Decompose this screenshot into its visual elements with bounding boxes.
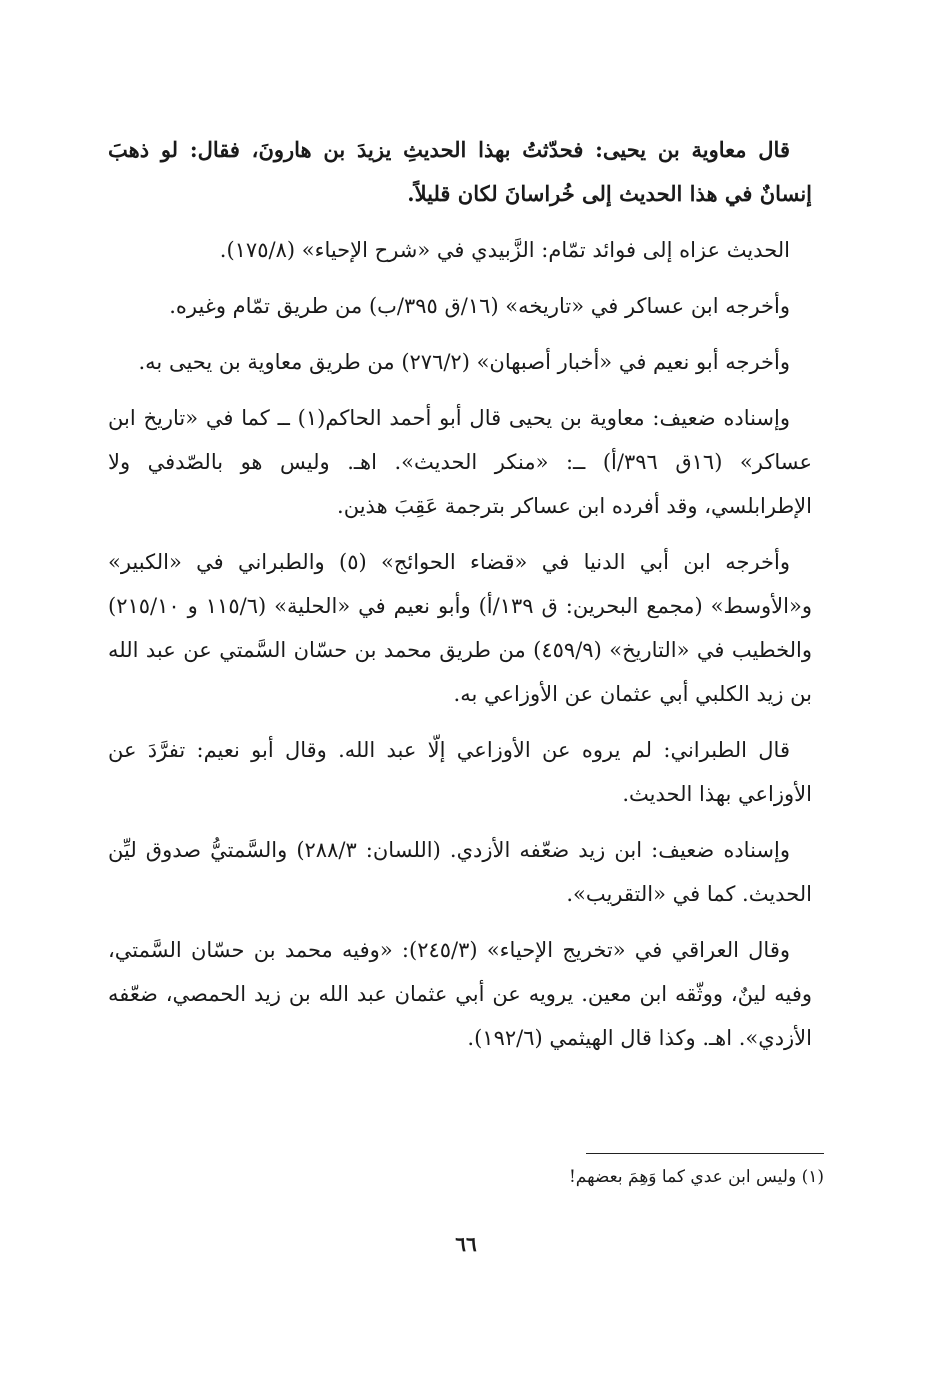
paragraph-5: وإسناده ضعيف: معاوية بن يحيى قال أبو أحمد الحاكم(١) ــ كما في «تاريخ ابن عساكر» (١٦ق ٣٩٦/أ) ــ: «منكر الحديث». اهـ. وليس هو بالصّدفي ولا الإطرابلسي، وقد أفرده ابن عساكر بترجمة عَقِبَ هذين.: [108, 406, 813, 518]
paragraph-3: وأخرجه ابن عساكر في «تاريخه» (١٦/ق ٣٩٥/ب) من طريق تمّام وغيره.: [169, 294, 790, 318]
paragraph-7: قال الطبراني: لم يروه عن الأوزاعي إلّا عبد الله. وقال أبو نعيم: تفرَّدَ عن الأوزاعي بهذا الحديث.: [108, 738, 812, 806]
footnote-divider: [586, 1153, 824, 1154]
paragraph-8: وإسناده ضعيف: ابن زيد ضعّفه الأزدي. (اللسان: ٢٨٨/٣) والسَّمتيُّ صدوق ليِّن الحديث. كما في «التقريب».: [108, 838, 812, 906]
paragraph-4: وأخرجه أبو نعيم في «أخبار أصبهان» (٢٧٦/٢) من طريق معاوية بن يحيى به.: [138, 350, 790, 374]
paragraph-9: وقال العراقي في «تخريج الإحياء» (٢٤٥/٣): «وفيه محمد بن حسّان السَّمتي، وفيه لينٌ، ووثّقه ابن معين. يرويه عن أبي عثمان عبد الله بن زيد الحمصي، ضعّفه الأزدي». اهـ. وكذا قال الهيثمي (١٩٢/٦).: [108, 938, 812, 1050]
paragraph-2: الحديث عزاه إلى فوائد تمّام: الزَّبيدي في «شرح الإحياء» (١٧٥/٨).: [219, 238, 790, 262]
paragraph-1: قال معاوية بن يحيى: فحدّثتُ بهذا الحديثِ يزيدَ بن هارونَ، فقال: لو ذهبَ إنسانٌ في هذا الحديث إلى خُراسانَ لكان قليلاً.: [108, 137, 812, 206]
paragraph-6: وأخرجه ابن أبي الدنيا في «قضاء الحوائج» (٥) والطبراني في «الكبير» و«الأوسط» (مجمع البحرين: ق ١٣٩/أ) وأبو نعيم في «الحلية» (١١٥/٦ و ٢١٥/١٠) والخطيب في «التاريخ» (٤٥٩/٩) من طريق محمد بن حسّان السَّمتي عن عبد الله بن زيد الكلبي أبي عثمان عن الأوزاعي به.: [108, 550, 812, 706]
main-text: [108, 128, 812, 1072]
page-number: ٦٦: [455, 1232, 477, 1256]
footnote: (١) وليس ابن عدي كما وَهِمَ بعضهم!: [568, 1167, 824, 1187]
